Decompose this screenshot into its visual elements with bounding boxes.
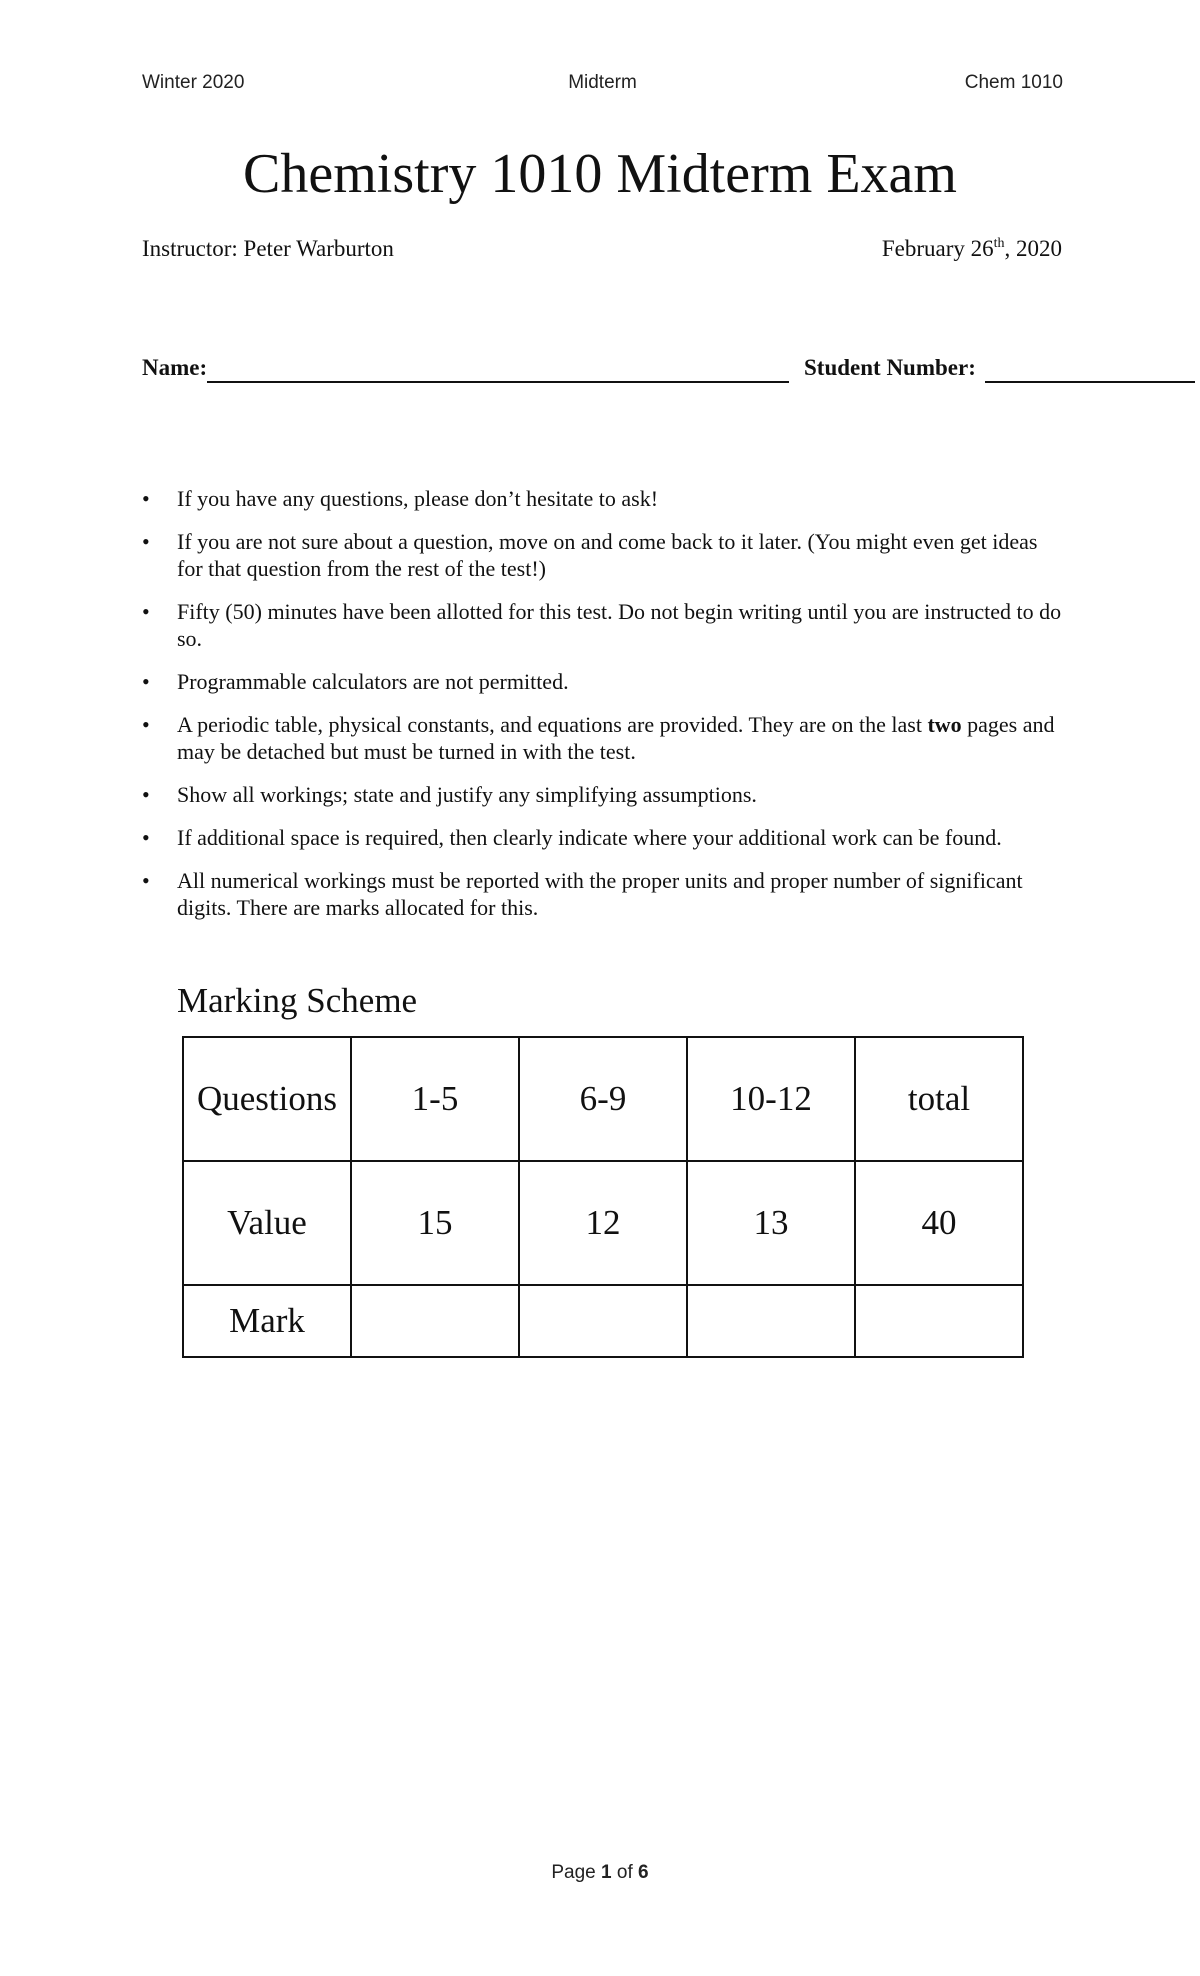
header-term: Winter 2020: [142, 72, 245, 93]
instruction-text: If you are not sure about a question, move on and come back to it later. (You might even get ideas for that question from the rest of the test!): [177, 529, 1038, 581]
running-header: [142, 72, 1063, 100]
name-label: Name:: [142, 355, 208, 380]
instruction-item: [142, 711, 1067, 765]
bullet: •: [142, 868, 150, 893]
instruction-text-after: pages and may be detached but must be turned in with the test.: [177, 712, 1055, 764]
instruction-text-bold: two: [927, 712, 962, 737]
date-ordinal: th: [993, 236, 1005, 251]
table-row-value: [183, 1161, 1023, 1285]
instruction-text: Show all workings; state and justify any simplifying assumptions.: [177, 782, 757, 807]
exam-date: [882, 234, 1062, 264]
instruction-item: [142, 668, 1067, 695]
table-cell: 10-12: [687, 1037, 855, 1161]
bullet: •: [142, 712, 150, 737]
instruction-item: [142, 485, 1067, 512]
table-cell: 1-5: [351, 1037, 519, 1161]
bullet: •: [142, 529, 150, 554]
marking-scheme-title: Marking Scheme: [177, 981, 418, 1020]
mark-entry-cell[interactable]: [351, 1285, 519, 1357]
table-cell: Value: [183, 1161, 351, 1285]
table-cell: Questions: [183, 1037, 351, 1161]
table-row-questions: [183, 1037, 1023, 1161]
student-number-field[interactable]: [985, 381, 1195, 383]
bullet: •: [142, 599, 150, 624]
student-number-label: Student Number:: [804, 355, 976, 380]
bullet: •: [142, 782, 150, 807]
instruction-text: All numerical workings must be reported with the proper units and proper number of significant digits. There are marks allocated for this.: [177, 868, 1023, 920]
exam-title: Chemistry 1010 Midterm Exam: [243, 143, 957, 205]
page-footer: [0, 1862, 1200, 1884]
bullet: •: [142, 825, 150, 850]
footer-total-pages: 6: [638, 1862, 649, 1883]
mark-entry-cell[interactable]: [687, 1285, 855, 1357]
table-cell: total: [855, 1037, 1023, 1161]
instruction-text: Programmable calculators are not permitted.: [177, 669, 569, 694]
footer-page-word: Page: [551, 1862, 596, 1883]
instruction-text-before: A periodic table, physical constants, and equations are provided. They are on the last: [177, 712, 928, 737]
footer-of-word: of: [616, 1862, 633, 1883]
footer-current-page: 1: [601, 1862, 612, 1883]
table-cell: 15: [351, 1161, 519, 1285]
instructor: Instructor: Peter Warburton: [142, 236, 394, 261]
instruction-text: [177, 712, 1055, 764]
table-cell: 6-9: [519, 1037, 687, 1161]
instruction-item: [142, 528, 1067, 582]
bullet: •: [142, 486, 150, 511]
header-course: Chem 1010: [964, 72, 1063, 93]
marking-scheme-table: [182, 1036, 1024, 1358]
date-suffix: , 2020: [1004, 236, 1062, 261]
instruction-item: [142, 781, 1067, 808]
bullet: •: [142, 669, 150, 694]
header-exam-type: Midterm: [568, 72, 637, 93]
date-prefix: February 26: [881, 236, 994, 261]
table-row-mark: [183, 1285, 1023, 1357]
mark-entry-cell[interactable]: [855, 1285, 1023, 1357]
table-cell: 40: [855, 1161, 1023, 1285]
table-cell: 12: [519, 1161, 687, 1285]
instruction-item: [142, 598, 1067, 652]
mark-entry-cell[interactable]: [519, 1285, 687, 1357]
instruction-text: If you have any questions, please don’t hesitate to ask!: [177, 486, 659, 511]
student-info-line: [142, 355, 1062, 389]
name-field[interactable]: [207, 381, 789, 383]
instructions-list: [142, 485, 1067, 937]
table-cell: Mark: [183, 1285, 351, 1357]
instruction-item: [142, 824, 1067, 851]
table-cell: 13: [687, 1161, 855, 1285]
instruction-text: Fifty (50) minutes have been allotted for this test. Do not begin writing until you are instructed to do so.: [177, 599, 1062, 651]
instruction-text: If additional space is required, then clearly indicate where your additional work can be found.: [177, 825, 1002, 850]
instruction-item: [142, 867, 1067, 921]
